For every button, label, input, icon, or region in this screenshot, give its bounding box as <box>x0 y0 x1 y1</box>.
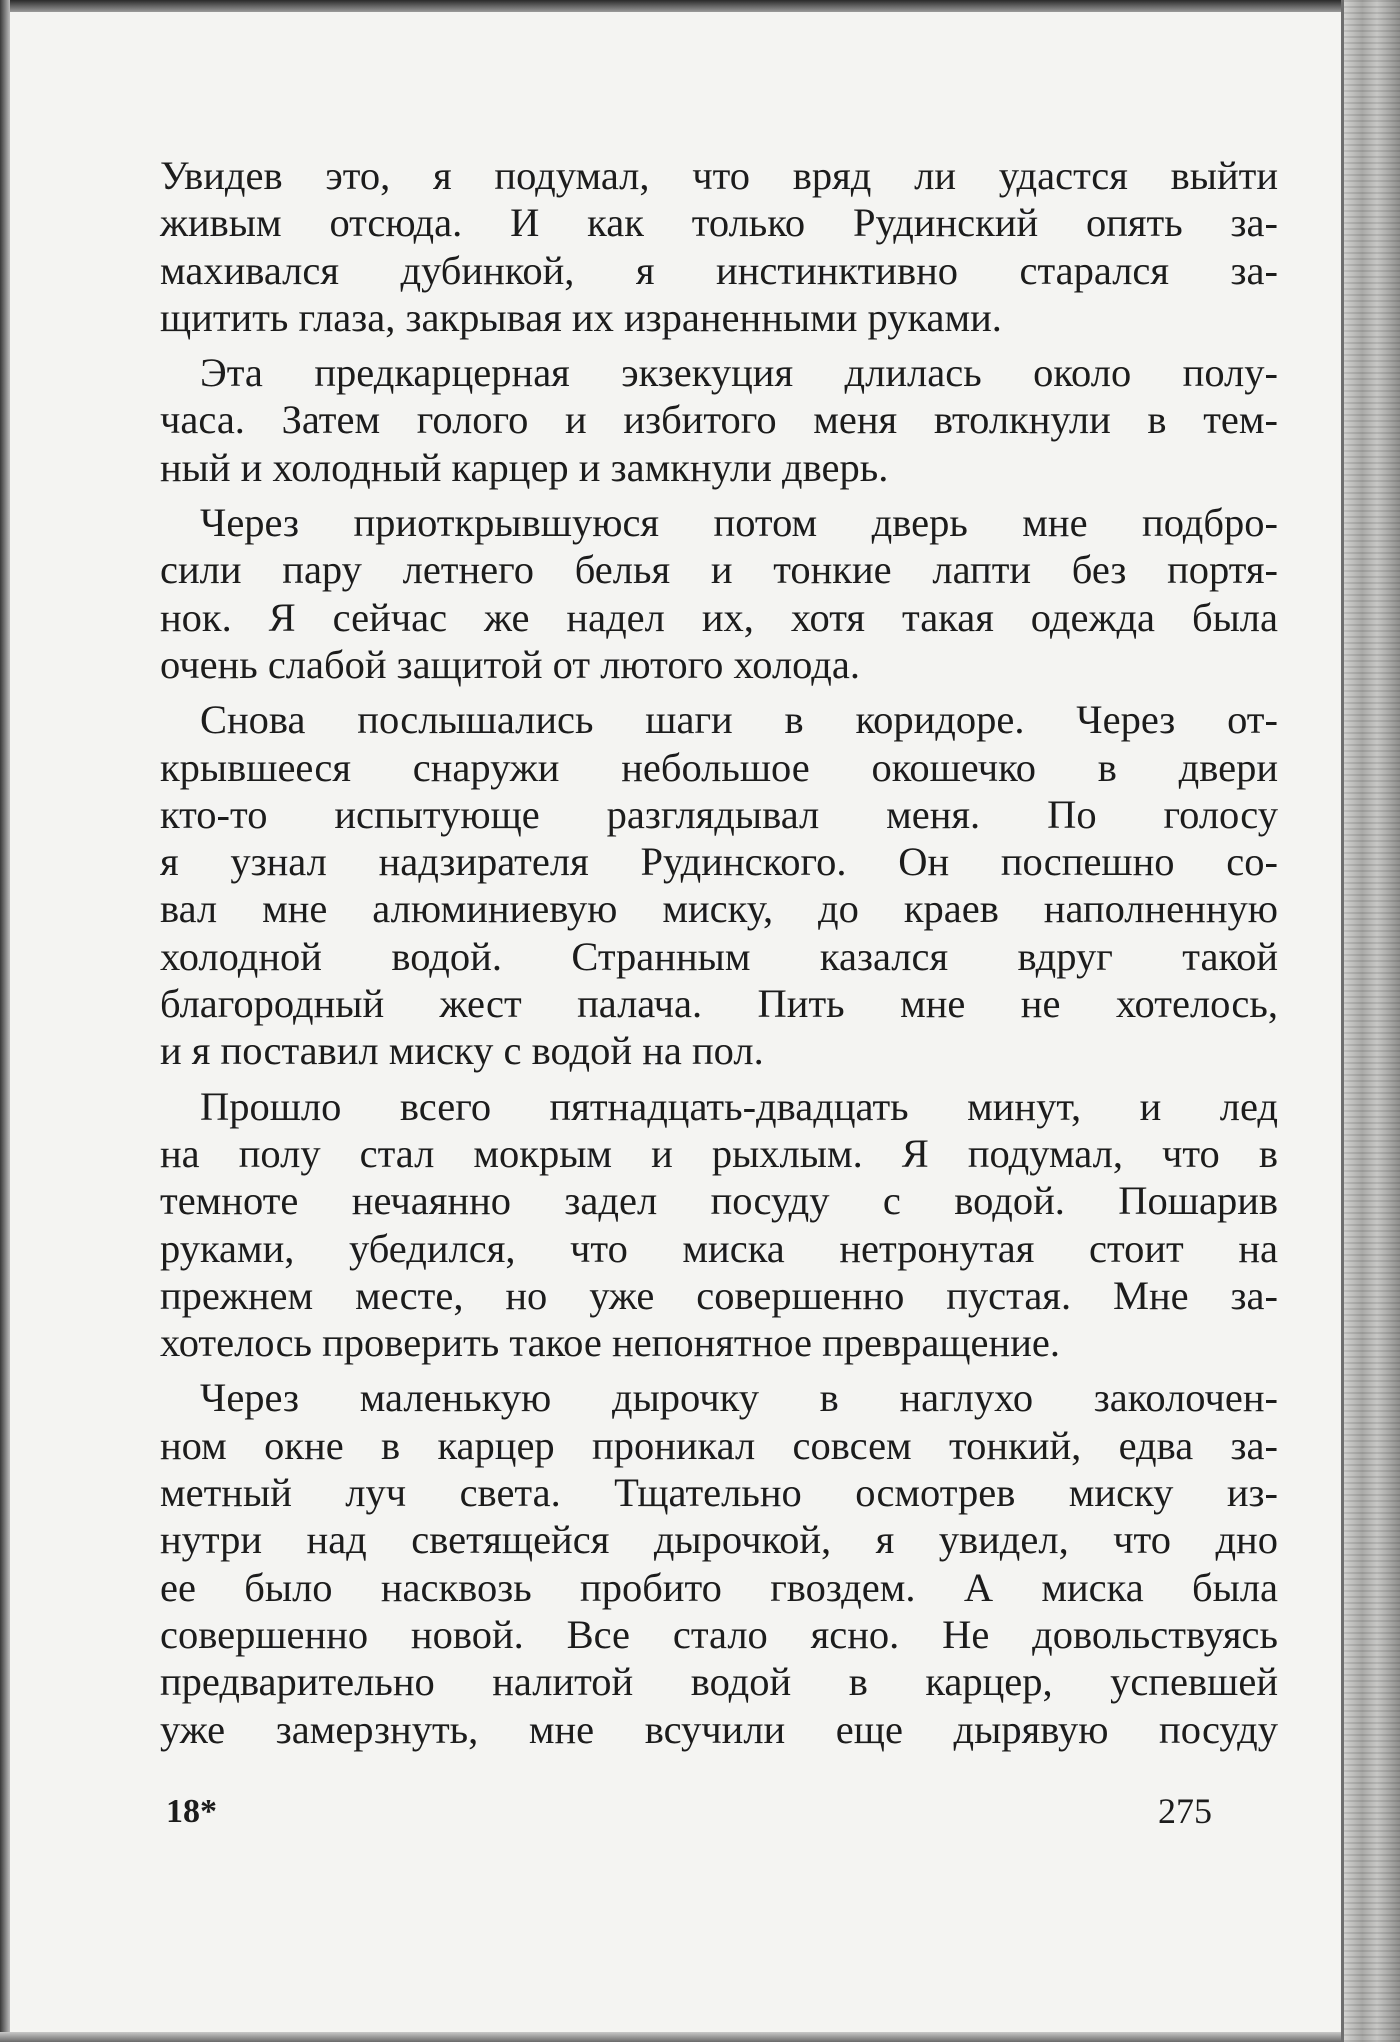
scan-border-bottom <box>0 2032 1400 2042</box>
text-line: живым отсюда. И как только Рудинский опять за- <box>160 200 1278 246</box>
text-line: Увидев это, я подумал, что вряд ли удастся выйти <box>160 153 1278 198</box>
book-page-edges <box>1342 0 1400 2042</box>
text-line: благородный жест палача. Пить мне не хотелось, <box>160 981 1278 1027</box>
scan-border-left <box>0 0 10 2042</box>
page-number: 275 <box>1158 1791 1212 1831</box>
text-line: сили пару летнего белья и тонкие лапти без портя- <box>160 547 1278 593</box>
paragraph <box>160 499 1278 688</box>
paragraph <box>160 696 1278 1074</box>
text-line: и я поставил миску с водой на пол. <box>160 1028 764 1074</box>
text-line: на полу стал мокрым и рыхлым. Я подумал, что в <box>160 1130 1278 1176</box>
text-line: хотелось проверить такое непонятное превращение. <box>160 1320 1060 1366</box>
book-edge-line <box>1341 0 1344 2042</box>
text-line: уже замерзнуть, мне всучили еще дырявую посуду <box>160 1706 1278 1752</box>
text-line: кто-то испытующе разглядывал меня. По голосу <box>160 791 1278 837</box>
text-line: Прошло всего пятнадцать-двадцать минут, и лед <box>200 1083 1278 1129</box>
text-line: Через приоткрывшуюся потом дверь мне подбро- <box>200 500 1278 546</box>
text-line: метный луч света. Тщательно осмотрев миску из- <box>160 1470 1278 1516</box>
paragraph <box>160 1083 1278 1367</box>
text-line: крывшееся снаружи небольшое окошечко в двери <box>160 744 1278 790</box>
text-line: очень слабой защитой от лютого холода. <box>160 641 860 687</box>
text-line: холодной водой. Странным казался вдруг такой <box>160 933 1278 979</box>
printer-signature-mark: 18* <box>166 1793 217 1830</box>
text-line: ный и холодный карцер и замкнули дверь. <box>160 444 889 490</box>
text-line: темноте нечаянно задел посуду с водой. Пошарив <box>160 1178 1278 1224</box>
paragraph <box>160 349 1278 491</box>
text-line: махивался дубинкой, я инстинктивно старался за- <box>160 247 1278 293</box>
paragraph <box>160 152 1278 341</box>
text-line: Снова послышались шаги в коридоре. Через от- <box>200 697 1278 743</box>
text-line: руками, убедился, что миска нетронутая стоит на <box>160 1225 1278 1271</box>
text-line: Эта предкарцерная экзекуция длилась около полу- <box>200 350 1278 396</box>
text-line: вал мне алюминиевую миску, до краев наполненную <box>160 886 1278 932</box>
text-line: я узнал надзирателя Рудинского. Он поспешно со- <box>160 839 1278 885</box>
text-line: совершенно новой. Все стало ясно. Не довольствуясь <box>160 1611 1278 1657</box>
text-line: Через маленькую дырочку в наглухо заколочен- <box>200 1375 1278 1421</box>
text-line: нок. Я сейчас же надел их, хотя такая одежда была <box>160 594 1278 640</box>
text-line: ном окне в карцер проникал совсем тонкий, едва за- <box>160 1422 1278 1468</box>
text-line: прежнем месте, но уже совершенно пустая. Мне за- <box>160 1272 1278 1318</box>
text-line: предварительно налитой водой в карцер, успевшей <box>160 1659 1278 1705</box>
text-line: нутри над светящейся дырочкой, я увидел, что дно <box>160 1517 1278 1563</box>
body-text <box>160 152 1278 1761</box>
paragraph <box>160 1374 1278 1752</box>
scan-border-top <box>0 0 1400 12</box>
text-line: часа. Затем голого и избитого меня втолкнули в тем- <box>160 397 1278 443</box>
text-line: ее было насквозь пробито гвоздем. А миска была <box>160 1564 1278 1610</box>
text-line: щитить глаза, закрывая их израненными руками. <box>160 294 1002 340</box>
